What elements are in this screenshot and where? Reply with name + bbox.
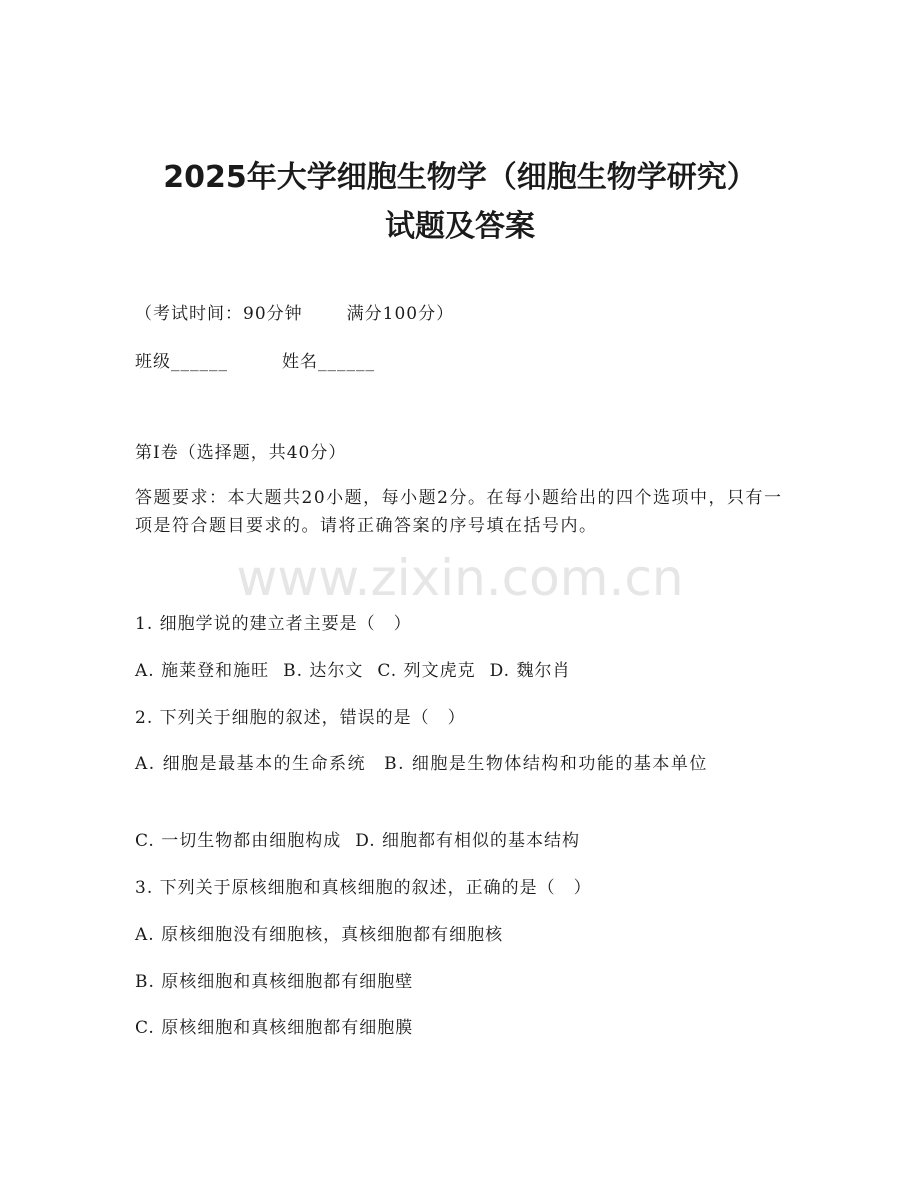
class-field: 班级______: [135, 352, 228, 372]
question-3-option-c: C. 原核细胞和真核细胞都有细胞膜: [135, 1018, 414, 1038]
document-title-line1: 2025年大学细胞生物学（细胞生物学研究）: [163, 160, 757, 195]
student-info: [135, 350, 375, 374]
exam-info: [135, 302, 454, 326]
document-title-line2: 试题及答案: [385, 209, 535, 244]
question-2-options-cd: [135, 829, 580, 853]
question-3-option-b: B. 原核细胞和真核细胞都有细胞壁: [135, 972, 414, 992]
option-b: B. 达尔文: [283, 661, 364, 681]
watermark: www.zixin.com.cn: [236, 549, 684, 607]
question-2-options-ab: [135, 750, 795, 778]
option-d: D. 细胞都有相似的基本结构: [355, 831, 581, 851]
option-d: D. 魏尔肖: [489, 661, 571, 681]
name-field: 姓名______: [282, 352, 375, 372]
question-2-stem: 2. 下列关于细胞的叙述，错误的是（ ）: [135, 708, 466, 728]
full-score: 满分100分）: [346, 304, 455, 324]
question-1-options: [135, 659, 570, 683]
option-a: A. 施莱登和施旺: [135, 661, 270, 681]
exam-time: （考试时间：90分钟: [135, 304, 303, 324]
question-3-option-a: A. 原核细胞没有细胞核，真核细胞都有细胞核: [135, 925, 504, 945]
option-b: B. 细胞是生物体结构和功能的基本单位: [384, 754, 708, 774]
question-1-stem: 1. 细胞学说的建立者主要是（ ）: [135, 614, 412, 634]
option-a: A. 细胞是最基本的生命系统: [135, 754, 367, 774]
answer-requirements: 答题要求：本大题共20小题，每小题2分。在每小题给出的四个选项中，只有一项是符合题目要求的。请将正确答案的序号填在括号内。: [135, 488, 783, 536]
option-c: C. 一切生物都由细胞构成: [135, 831, 342, 851]
section-heading: 第I卷（选择题，共40分）: [135, 443, 347, 463]
question-3-stem: 3. 下列关于原核细胞和真核细胞的叙述，正确的是（ ）: [135, 878, 592, 898]
option-c: C. 列文虎克: [377, 661, 476, 681]
